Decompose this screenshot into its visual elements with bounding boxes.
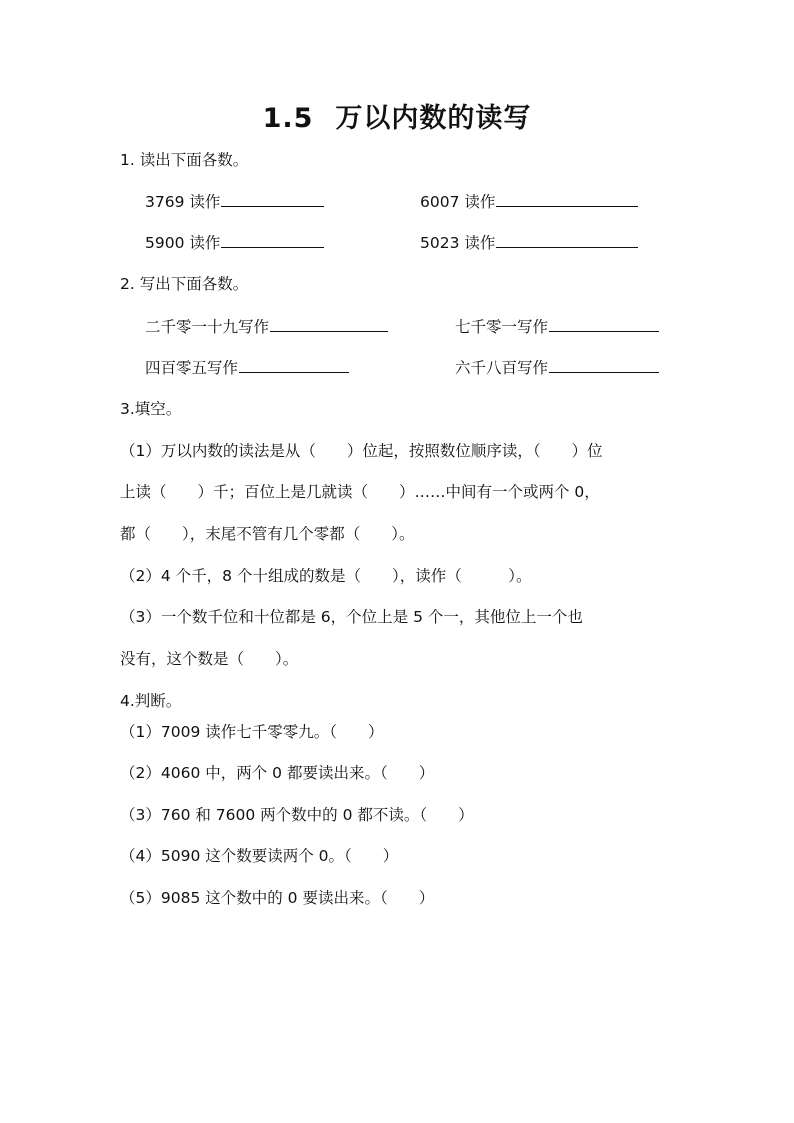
q1-item-4-label: 5023 读作 bbox=[420, 234, 496, 252]
q3-line-4: （2）4 个千，8 个十组成的数是（ ），读作（ ）。 bbox=[120, 567, 532, 585]
q4-line-2: （2）4060 中，两个 0 都要读出来。（ ） bbox=[120, 764, 435, 782]
q1-item-3-label: 5900 读作 bbox=[145, 234, 221, 252]
q3-line-2: 上读（ ）千；百位上是几就读（ ）……中间有一个或两个 0， bbox=[120, 483, 600, 501]
q2-item-1 bbox=[145, 315, 388, 338]
title-text: 万以内数的读写 bbox=[335, 103, 532, 134]
q1-item-2 bbox=[420, 190, 638, 213]
q4-heading: 4.判断。 bbox=[120, 692, 182, 710]
q2-item-4 bbox=[455, 356, 659, 379]
q4-line-1: （1）7009 读作七千零零九。（ ） bbox=[120, 723, 384, 741]
q4-line-4: （4）5090 这个数要读两个 0。（ ） bbox=[120, 847, 399, 865]
q4-line-3: （3）760 和 7600 两个数中的 0 都不读。（ ） bbox=[120, 806, 474, 824]
q2-item-2 bbox=[455, 315, 659, 338]
q3-line-3: 都（ ），末尾不管有几个零都（ ）。 bbox=[120, 525, 415, 543]
q3-heading: 3.填空。 bbox=[120, 400, 182, 418]
q1-heading: 1. 读出下面各数。 bbox=[120, 151, 249, 169]
q2-item-1-label: 二千零一十九写作 bbox=[145, 318, 270, 336]
q2-heading: 2. 写出下面各数。 bbox=[120, 275, 249, 293]
q1-item-3-blank[interactable] bbox=[221, 231, 324, 248]
q2-item-3-blank[interactable] bbox=[239, 356, 349, 373]
q2-item-3 bbox=[145, 356, 349, 379]
q2-item-3-label: 四百零五写作 bbox=[145, 359, 239, 377]
q1-item-4 bbox=[420, 231, 638, 254]
q1-item-1-label: 3769 读作 bbox=[145, 193, 221, 211]
q3-line-1: （1）万以内数的读法是从（ ）位起，按照数位顺序读，（ ）位 bbox=[120, 442, 603, 460]
q2-item-2-label: 七千零一写作 bbox=[455, 318, 549, 336]
q1-item-3 bbox=[145, 231, 324, 254]
q1-item-1-blank[interactable] bbox=[221, 190, 324, 207]
page-title bbox=[0, 96, 794, 140]
q2-item-2-blank[interactable] bbox=[549, 315, 659, 332]
q2-item-4-blank[interactable] bbox=[549, 356, 659, 373]
q1-item-2-blank[interactable] bbox=[496, 190, 638, 207]
q1-item-2-label: 6007 读作 bbox=[420, 193, 496, 211]
q1-item-4-blank[interactable] bbox=[496, 231, 638, 248]
title-number: 1.5 bbox=[262, 103, 314, 134]
q1-item-1 bbox=[145, 190, 324, 213]
q3-line-5: （3）一个数千位和十位都是 6，个位上是 5 个一，其他位上一个也 bbox=[120, 608, 583, 626]
q4-line-5: （5）9085 这个数中的 0 要读出来。（ ） bbox=[120, 889, 435, 907]
q2-item-1-blank[interactable] bbox=[270, 315, 388, 332]
q2-item-4-label: 六千八百写作 bbox=[455, 359, 549, 377]
q3-line-6: 没有，这个数是（ ）。 bbox=[120, 650, 299, 668]
